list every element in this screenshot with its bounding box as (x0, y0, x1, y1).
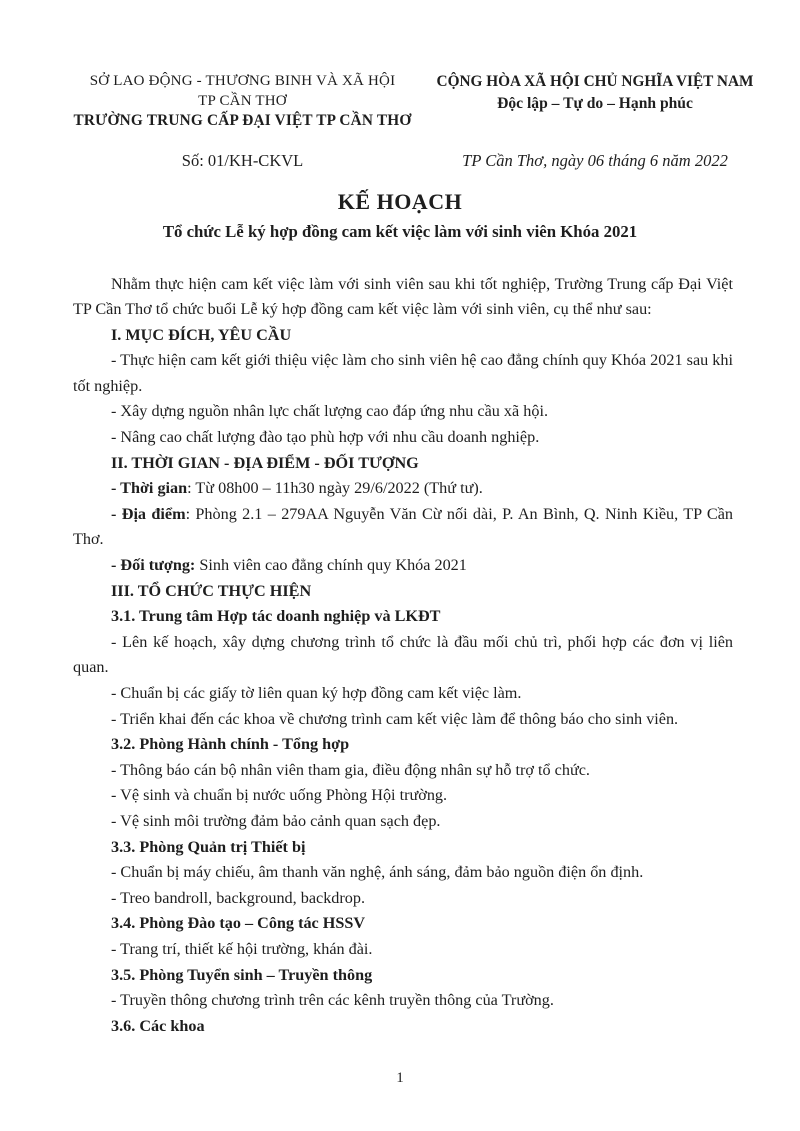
section-heading: 3.2. Phòng Hành chính - Tổng hợp (111, 735, 350, 754)
document-subtitle: Tổ chức Lễ ký hợp đồng cam kết việc làm với sinh viên Khóa 2021 (162, 221, 638, 241)
section-heading: I. MỤC ĐÍCH, YÊU CẦU (111, 325, 292, 344)
document-body (73, 272, 733, 1040)
paragraph: - Chuẩn bị máy chiếu, âm thanh văn nghệ, ánh sáng, đảm bảo nguồn điện ổn định. (111, 863, 644, 882)
document-title: KẾ HOẠCH (337, 188, 463, 214)
issuing-org-line2: TP CẦN THƠ (198, 92, 287, 109)
issuing-org-name: TRƯỜNG TRUNG CẤP ĐẠI VIỆT TP CẦN THƠ (73, 112, 412, 129)
page-number: 1 (396, 1070, 404, 1086)
national-motto-line: Độc lập – Tự do – Hạnh phúc (497, 95, 693, 112)
paragraph: - Địa điểm: Phòng 2.1 – 279AA Nguyễn Văn Cừ nối dài, P. An Bình, Q. Ninh Kiều, TP Cần Thơ. (73, 504, 733, 549)
paragraph: - Truyền thông chương trình trên các kênh truyền thông của Trường. (111, 991, 554, 1010)
section-heading: 3.5. Phòng Tuyển sinh – Truyền thông (111, 965, 373, 984)
paragraph: Nhằm thực hiện cam kết việc làm với sinh viên sau khi tốt nghiệp, Trường Trung cấp Đại Việt TP Cần Thơ tổ chức buổi Lễ ký hợp đồng cam kết việc làm với sinh viên, cụ thể như sau: (73, 274, 733, 319)
document-header (0, 0, 800, 131)
paragraph: - Vệ sinh và chuẩn bị nước uống Phòng Hội trường. (111, 786, 448, 805)
paragraph: - Trang trí, thiết kế hội trường, khán đài. (111, 939, 373, 958)
date-line: TP Cần Thơ, ngày 06 tháng 6 năm 2022 (462, 150, 728, 170)
paragraph: - Thông báo cán bộ nhân viên tham gia, điều động nhân sự hỗ trợ tổ chức. (111, 760, 590, 779)
paragraph: - Treo bandroll, background, backdrop. (111, 888, 366, 907)
paragraph: - Đối tượng: Sinh viên cao đẳng chính quy Khóa 2021 (111, 556, 467, 575)
paragraph: - Xây dựng nguồn nhân lực chất lượng cao đáp ứng nhu cầu xã hội. (111, 402, 548, 421)
paragraph: - Thực hiện cam kết giới thiệu việc làm cho sinh viên hệ cao đẳng chính quy Khóa 2021 sau khi tốt nghiệp. (73, 351, 733, 395)
section-heading: III. TỔ CHỨC THỰC HIỆN (111, 581, 312, 600)
paragraph: - Triển khai đến các khoa về chương trình cam kết việc làm để thông báo cho sinh viên. (111, 709, 679, 728)
issuing-org-block (55, 72, 430, 131)
section-heading: 3.6. Các khoa (111, 1016, 205, 1035)
section-heading: 3.4. Phòng Đào tạo – Công tác HSSV (111, 914, 366, 933)
national-header-block (430, 72, 760, 131)
paragraph: - Lên kế hoạch, xây dựng chương trình tổ chức là đầu mối chủ trì, phối hợp các đơn vị liên quan. (73, 632, 733, 677)
paragraph: - Chuẩn bị các giấy tờ liên quan ký hợp đồng cam kết việc làm. (111, 684, 522, 702)
paragraph: - Thời gian: Từ 08h00 – 11h30 ngày 29/6/2022 (Thứ tư). (111, 479, 483, 498)
issuing-org-line1: SỞ LAO ĐỘNG - THƯƠNG BINH VÀ XÃ HỘI (89, 73, 396, 89)
section-heading: II. THỜI GIAN - ĐỊA ĐIỂM - ĐỐI TƯỢNG (111, 453, 419, 472)
document-number: Số: 01/KH-CKVL (181, 150, 304, 170)
paragraph: - Vệ sinh môi trường đảm bảo cảnh quan sạch đẹp. (111, 811, 441, 830)
section-heading: 3.1. Trung tâm Hợp tác doanh nghiệp và LKĐT (111, 607, 441, 626)
national-header-line: CỘNG HÒA XÃ HỘI CHỦ NGHĨA VIỆT NAM (436, 73, 754, 90)
section-heading: 3.3. Phòng Quản trị Thiết bị (111, 837, 306, 856)
paragraph: - Nâng cao chất lượng đào tạo phù hợp với nhu cầu doanh nghiệp. (111, 428, 540, 447)
document-meta-row (0, 151, 800, 171)
